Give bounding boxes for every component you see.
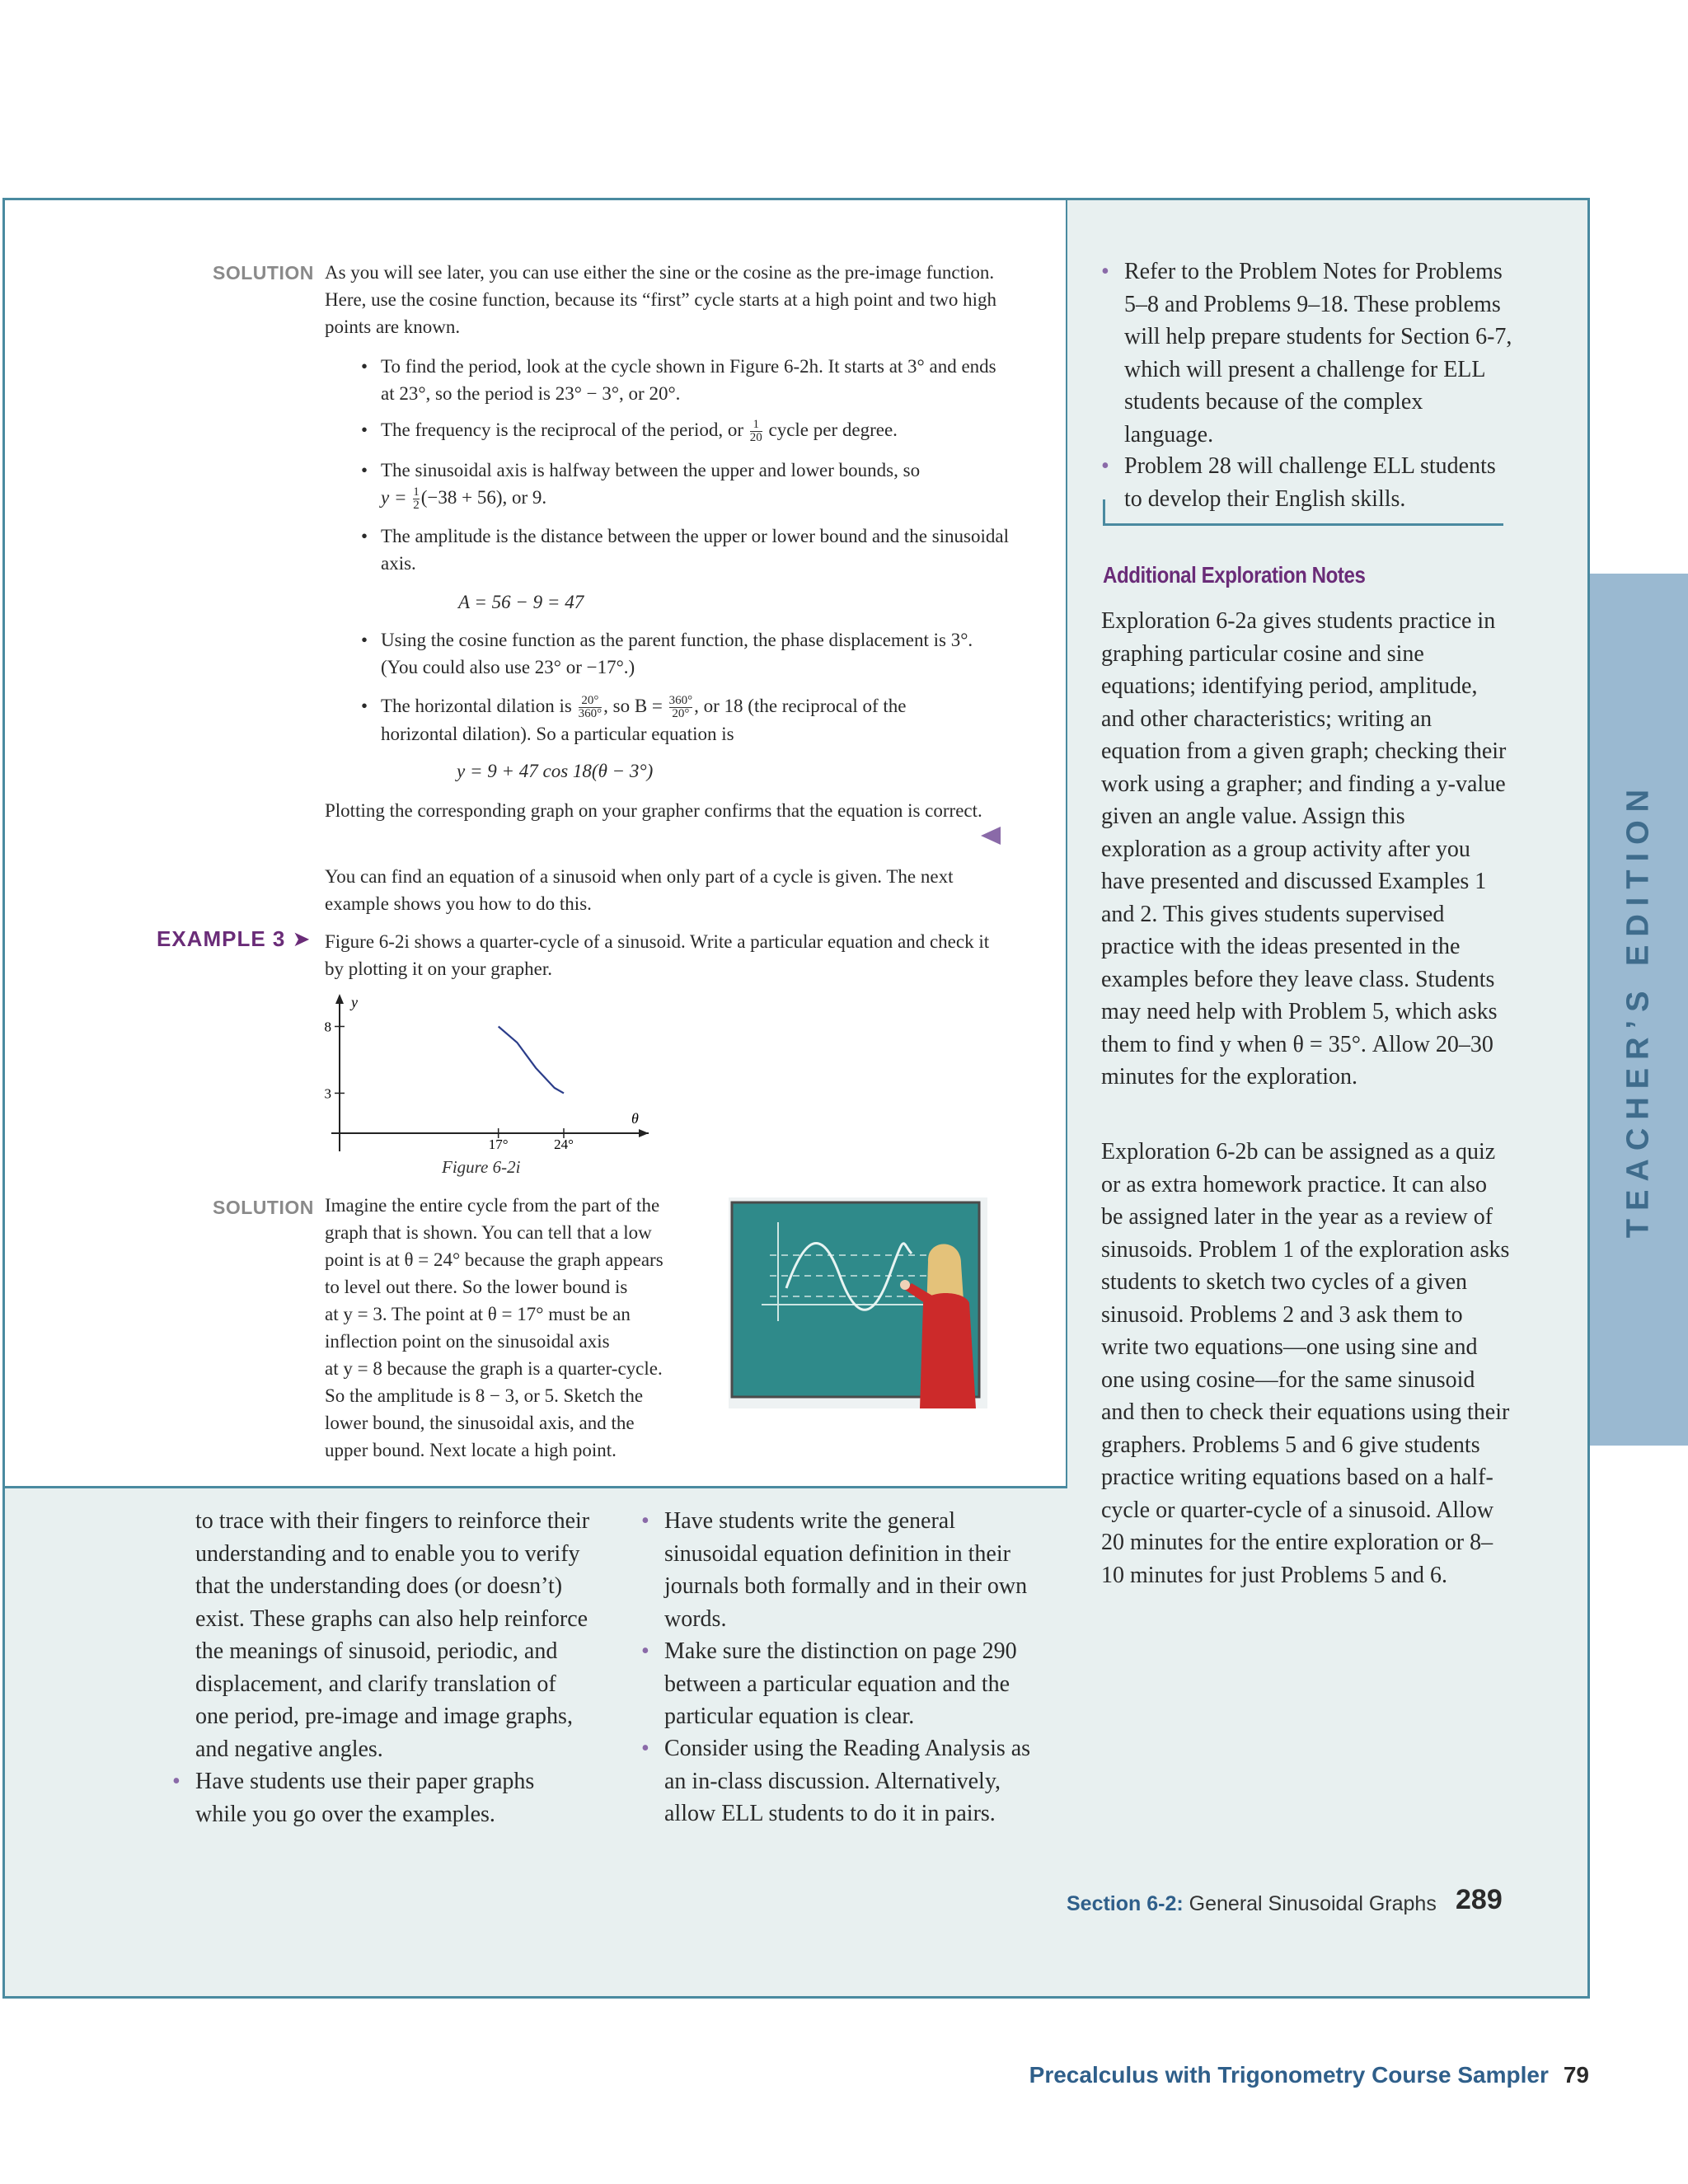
solution-2-line: at y = 3. The point at θ = 17° must be an: [325, 1304, 631, 1324]
bottom-mid-bullet-journals: • Have students write the general sinusoidal equation definition in their journals both formally and in their own words.: [641, 1505, 1037, 1635]
y-tick-label: 3: [324, 1085, 331, 1102]
y-tick-label: 8: [324, 1019, 331, 1035]
solution-intro: As you will see later, you can use either the sine or the cosine as the pre-image function. Here, use the cosine function, because its “first” cycle starts at a high point and two high points are known.: [325, 262, 996, 337]
bullet-axis: • The sinusoidal axis is halfway between the upper and lower bounds, so y = $\frac{1}{2}$ (−38 + 56), or 9.: [361, 457, 1012, 512]
x-axis-label: θ: [631, 1110, 639, 1127]
bullet-phase: • Using the cosine function as the parent function, the phase displacement is 3°. (You could also use 23° or −17°.): [361, 626, 1012, 681]
section-footer: Section 6-2: General Sinusoidal Graphs: [1067, 1892, 1437, 1915]
example-text: Figure 6-2i shows a quarter-cycle of a sinusoid. Write a particular equation and check it by plotting it on your grapher.: [325, 931, 990, 979]
next-example-text: You can find an equation of a sinusoid when only part of a cycle is given. The next example shows you how to do this.: [325, 866, 954, 914]
solution-2-line: upper bound. Next locate a high point.: [325, 1440, 617, 1460]
figure-6-2i-chart: [313, 989, 659, 1162]
solution-2-line: point is at θ = 24° because the graph appears: [325, 1249, 663, 1270]
solution-2-line: inflection point on the sinusoidal axis: [325, 1331, 610, 1352]
exploration-6-2a-notes: Exploration 6-2a gives students practice in graphing particular cosine and sine equations; identifying period, amplitude, and other characteristics; writing an equation from a given graph; checking their work using a grapher; and finding a y-value given an angle value. Assign this exploration as a group activity after you have presented and discussed Examples 1 and 2. This gives students supervised practice with the ideas presented in the examples before they leave class. Students may need help with Problem 5, which asks them to find y when θ = 35°. Allow 20–30 minutes for the exploration.: [1101, 608, 1507, 1090]
equation-particular: y = 9 + 47 cos 18(θ − 3°): [457, 761, 654, 781]
solution-label: SOLUTION: [213, 262, 314, 284]
margin-marker-arrow: [981, 827, 1001, 845]
y-axis-arrow: [335, 994, 344, 1004]
quarter-cycle-curve: [499, 1027, 564, 1094]
exploration-notes-heading: Additional Exploration Notes: [1103, 562, 1366, 588]
bottom-mid-bullet-distinction: • Make sure the distinction on page 290 between a particular equation and the particular equation is clear.: [641, 1635, 1037, 1733]
note-bracket: [1103, 499, 1503, 526]
side-tab-label: TEACHER’S EDITION: [1620, 780, 1656, 1239]
chalkboard-illustration: [729, 1197, 987, 1408]
example-label: EXAMPLE 3 ➤: [157, 926, 312, 951]
x-tick-label: 24°: [554, 1137, 574, 1152]
bottom-mid-bullet-reading: • Consider using the Reading Analysis as an in-class discussion. Alternatively, allow ELL students to do it in pairs.: [641, 1732, 1037, 1830]
solution-2-line: at y = 8 because the graph is a quarter-cycle.: [325, 1358, 663, 1379]
chalkboard-photo: [729, 1197, 987, 1408]
y-axis-label: y: [351, 994, 358, 1010]
bullet-frequency: • The frequency is the reciprocal of the period, or $\frac{1}{20}$ cycle per degree.: [361, 416, 1012, 444]
bottom-left-bullet: • Have students use their paper graphs while you go over the examples.: [172, 1765, 568, 1830]
bottom-left-continued: to trace with their fingers to reinforce their understanding and to enable you to verify that the understanding does (or doesn’t) exist. These graphs can also help reinforce the meanings of sinusoid, periodic, and displacement, and clarify translation of one period, pre-image and image graphs, and negative angles.: [195, 1508, 590, 1762]
x-tick-label: 17°: [488, 1137, 509, 1152]
solution-2-line: lower bound, the sinusoidal axis, and the: [325, 1413, 635, 1433]
plot-confirm-text: Plotting the corresponding graph on your grapher confirms that the equation is correct.: [325, 800, 982, 821]
solution-2-line: Imagine the entire cycle from the part of the: [325, 1195, 660, 1216]
note-bullet-problem-28: • Problem 28 will challenge ELL students to develop their English skills.: [1101, 450, 1513, 515]
exploration-6-2b-notes: Exploration 6-2b can be assigned as a quiz or as extra homework practice. It can also be assigned later in the year as a review of sinusoids. Problem 1 of the exploration asks students to sketch two cycles of a given sinusoid. Problems 2 and 3 ask them to write two equations—one using sine and one using cosine—for the same sinusoid and then to check their equations using their graphers. Problems 5 and 6 give students practice writing equations based on a half-cycle or quarter-cycle of a sinusoid. Allow 20 minutes for the entire exploration or 8–10 minutes for just Problems 5 and 6.: [1101, 1139, 1510, 1588]
sampler-footer: Precalculus with Trigonometry Course Sampler 79: [1029, 2062, 1589, 2088]
solution-2-line: So the amplitude is 8 − 3, or 5. Sketch the: [325, 1385, 644, 1406]
page-number: 289: [1456, 1884, 1503, 1915]
solution-2-line: graph that is shown. You can tell that a low: [325, 1222, 652, 1243]
bullet-dilation: • The horizontal dilation is $\frac{20^\circ}{360^\circ}$ , so B = $\frac{360^\circ}{20^\circ}$ , or 18 (the reciprocal of the horizontal dilation). So a particular equation is: [361, 692, 1012, 748]
note-bullet-problem-notes: • Refer to the Problem Notes for Problems 5–8 and Problems 9–18. These problems will help prepare students for Section 6-7, which will present a challenge for ELL students because of the complex language.: [1101, 255, 1513, 451]
x-axis-arrow: [639, 1129, 649, 1137]
equation-amplitude: A = 56 − 9 = 47: [458, 592, 584, 612]
bullet-amplitude: • The amplitude is the distance between the upper or lower bound and the sinusoidal axis.: [361, 523, 1012, 577]
figure-caption: Figure 6-2i: [442, 1157, 521, 1177]
solution-label-2: SOLUTION: [213, 1197, 314, 1218]
solution-2-line: to level out there. So the lower bound is: [325, 1277, 628, 1297]
solution-2-text: [325, 1192, 712, 1464]
bullet-period: • To find the period, look at the cycle shown in Figure 6-2h. It starts at 3° and ends at 23°, so the period is 23° − 3°, or 20°.: [361, 353, 1012, 407]
